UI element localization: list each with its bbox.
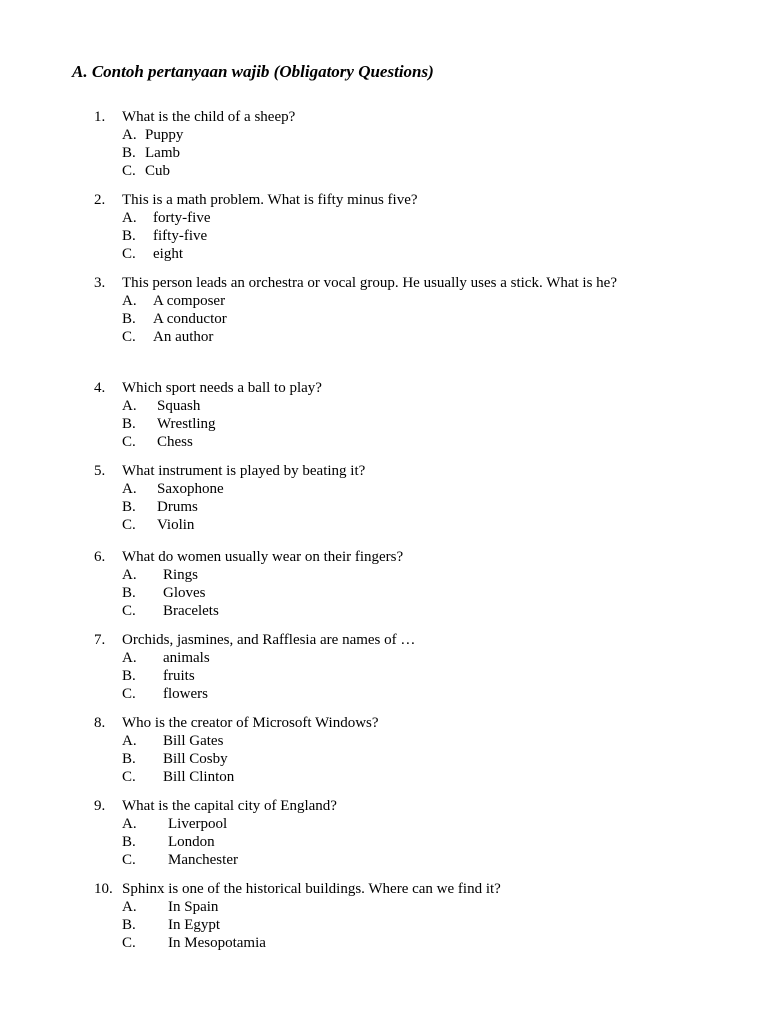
question-number: 3. bbox=[94, 275, 106, 291]
option-c bbox=[122, 433, 694, 451]
option-b bbox=[122, 498, 694, 516]
option-letter: C. bbox=[122, 246, 136, 262]
options-list bbox=[122, 209, 694, 263]
option-a bbox=[122, 480, 694, 498]
option-letter: C. bbox=[122, 852, 136, 868]
option-b bbox=[122, 227, 694, 245]
question-text: This is a math problem. What is fifty minus five? bbox=[122, 192, 418, 208]
question-number: 4. bbox=[94, 380, 106, 396]
question-number: 1. bbox=[94, 109, 106, 125]
option-text: Bill Cosby bbox=[163, 751, 228, 767]
option-a bbox=[122, 292, 694, 310]
option-b bbox=[122, 144, 694, 162]
option-letter: B. bbox=[122, 416, 136, 432]
options-list bbox=[122, 397, 694, 451]
option-a bbox=[122, 566, 694, 584]
options-list bbox=[122, 126, 694, 180]
question-text: What instrument is played by beating it? bbox=[122, 463, 366, 479]
question-number: 6. bbox=[94, 549, 106, 565]
option-letter: A. bbox=[122, 567, 137, 583]
option-a bbox=[122, 649, 694, 667]
option-letter: C. bbox=[122, 517, 136, 533]
option-letter: A. bbox=[122, 210, 137, 226]
option-text: Violin bbox=[157, 517, 195, 533]
option-letter: B. bbox=[122, 228, 136, 244]
option-text: Chess bbox=[157, 434, 193, 450]
option-letter: A. bbox=[122, 650, 137, 666]
question-number: 2. bbox=[94, 192, 106, 208]
question-text: What is the child of a sheep? bbox=[122, 109, 296, 125]
option-c bbox=[122, 851, 694, 869]
question-2 bbox=[94, 191, 694, 263]
options-list bbox=[122, 292, 694, 346]
option-a bbox=[122, 898, 694, 916]
options-list bbox=[122, 898, 694, 952]
option-letter: A. bbox=[122, 293, 137, 309]
option-letter: C. bbox=[122, 935, 136, 951]
option-text: Wrestling bbox=[157, 416, 216, 432]
option-text: animals bbox=[163, 650, 210, 666]
question-text: This person leads an orchestra or vocal group. He usually uses a stick. What is he? bbox=[122, 275, 617, 291]
option-letter: B. bbox=[122, 834, 136, 850]
question-number: 7. bbox=[94, 632, 106, 648]
option-letter: B. bbox=[122, 145, 136, 161]
options-list bbox=[122, 480, 694, 534]
question-4 bbox=[94, 379, 694, 451]
question-number: 8. bbox=[94, 715, 106, 731]
option-letter: B. bbox=[122, 499, 136, 515]
option-a bbox=[122, 815, 694, 833]
option-b bbox=[122, 584, 694, 602]
question-9 bbox=[94, 797, 694, 869]
option-letter: B. bbox=[122, 917, 136, 933]
option-letter: B. bbox=[122, 668, 136, 684]
option-letter: B. bbox=[122, 585, 136, 601]
options-list bbox=[122, 566, 694, 620]
question-1 bbox=[94, 108, 694, 180]
option-text: In Egypt bbox=[168, 917, 221, 933]
question-text: Who is the creator of Microsoft Windows? bbox=[122, 715, 379, 731]
option-letter: A. bbox=[122, 481, 137, 497]
option-a bbox=[122, 209, 694, 227]
question-text: Which sport needs a ball to play? bbox=[122, 380, 322, 396]
option-letter: C. bbox=[122, 434, 136, 450]
option-a bbox=[122, 126, 694, 144]
option-letter: C. bbox=[122, 686, 136, 702]
option-c bbox=[122, 245, 694, 263]
option-text: Bill Clinton bbox=[163, 769, 235, 785]
option-c bbox=[122, 602, 694, 620]
option-text: An author bbox=[153, 329, 214, 345]
option-text: Liverpool bbox=[168, 816, 228, 832]
option-text: forty-five bbox=[153, 210, 211, 226]
question-3 bbox=[94, 274, 694, 346]
question-10 bbox=[94, 880, 694, 952]
option-text: Gloves bbox=[163, 585, 206, 601]
option-text: fruits bbox=[163, 668, 195, 684]
options-list bbox=[122, 649, 694, 703]
question-8 bbox=[94, 714, 694, 786]
option-letter: C. bbox=[122, 329, 136, 345]
option-c bbox=[122, 768, 694, 786]
option-text: In Spain bbox=[168, 899, 219, 915]
option-c bbox=[122, 162, 694, 180]
option-a bbox=[122, 732, 694, 750]
option-letter: A. bbox=[122, 398, 137, 414]
option-text: A composer bbox=[153, 293, 226, 309]
option-text: Squash bbox=[157, 398, 201, 414]
option-letter: A. bbox=[122, 816, 137, 832]
option-b bbox=[122, 916, 694, 934]
option-b bbox=[122, 833, 694, 851]
option-letter: A. bbox=[122, 733, 137, 749]
option-text: London bbox=[168, 834, 215, 850]
question-6 bbox=[94, 548, 694, 620]
question-text: What is the capital city of England? bbox=[122, 798, 337, 814]
option-letter: A. bbox=[122, 127, 137, 143]
option-text: A conductor bbox=[153, 311, 227, 327]
question-text: What do women usually wear on their fingers? bbox=[122, 549, 404, 565]
option-b bbox=[122, 667, 694, 685]
option-text: Saxophone bbox=[157, 481, 224, 497]
option-c bbox=[122, 516, 694, 534]
option-b bbox=[122, 310, 694, 328]
option-c bbox=[122, 328, 694, 346]
question-number: 9. bbox=[94, 798, 106, 814]
option-a bbox=[122, 397, 694, 415]
section-heading: A. Contoh pertanyaan wajib (Obligatory Questions) bbox=[72, 62, 434, 81]
option-letter: C. bbox=[122, 769, 136, 785]
option-text: Manchester bbox=[168, 852, 238, 868]
option-text: fifty-five bbox=[153, 228, 208, 244]
option-letter: B. bbox=[122, 751, 136, 767]
option-c bbox=[122, 685, 694, 703]
option-text: Cub bbox=[145, 163, 171, 179]
option-b bbox=[122, 415, 694, 433]
question-text: Sphinx is one of the historical buildings. Where can we find it? bbox=[122, 881, 501, 897]
option-text: Bill Gates bbox=[163, 733, 224, 749]
question-7 bbox=[94, 631, 694, 703]
option-letter: C. bbox=[122, 603, 136, 619]
option-letter: C. bbox=[122, 163, 136, 179]
options-list bbox=[122, 732, 694, 786]
option-c bbox=[122, 934, 694, 952]
question-number: 10. bbox=[94, 881, 113, 897]
options-list bbox=[122, 815, 694, 869]
option-text: flowers bbox=[163, 686, 208, 702]
option-text: eight bbox=[153, 246, 183, 262]
question-number: 5. bbox=[94, 463, 106, 479]
question-5 bbox=[94, 462, 694, 534]
option-letter: A. bbox=[122, 899, 137, 915]
option-text: Rings bbox=[163, 567, 199, 583]
option-text: Drums bbox=[157, 499, 198, 515]
option-text: Puppy bbox=[145, 127, 184, 143]
question-text: Orchids, jasmines, and Rafflesia are names of … bbox=[122, 632, 416, 648]
option-text: Lamb bbox=[145, 145, 180, 161]
option-b bbox=[122, 750, 694, 768]
option-text: Bracelets bbox=[163, 603, 219, 619]
option-letter: B. bbox=[122, 311, 136, 327]
option-text: In Mesopotamia bbox=[168, 935, 266, 951]
